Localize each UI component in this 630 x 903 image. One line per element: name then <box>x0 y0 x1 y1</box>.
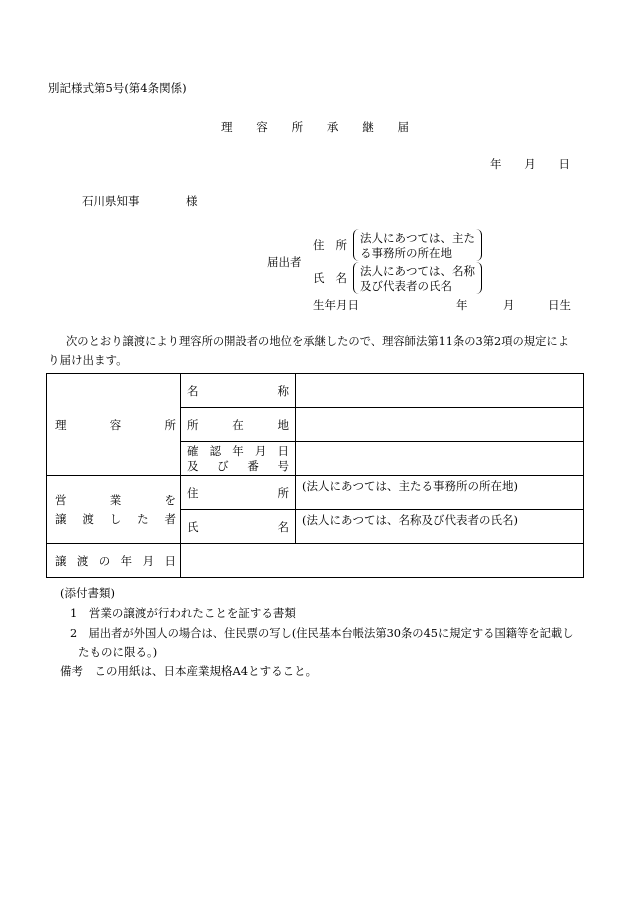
salon-name-field[interactable] <box>296 374 584 408</box>
remark: 備考 この用紙は、日本産業規格A4とすること。 <box>60 664 318 678</box>
title-char: 所 <box>291 120 304 134</box>
document-title <box>221 119 409 135</box>
transferor-name-label: 氏 名 <box>181 510 296 544</box>
title-char: 容 <box>256 120 268 134</box>
title-char: 継 <box>362 120 374 134</box>
date-day: 日 <box>558 157 570 171</box>
name-note-line1: 法人にあつては、名称 <box>360 264 475 278</box>
transferor-label-cell: 営 業 を 譲 渡 し た 者 <box>47 476 181 544</box>
applicant-label: 届出者 <box>267 255 302 269</box>
title-char: 承 <box>326 120 339 134</box>
body-line1: 次のとおり譲渡により理容所の開設者の地位を承継したので、理容師法第11条の3第2項の規定によ <box>66 335 569 348</box>
title-char: 届 <box>397 120 409 134</box>
attachment-item-2: 2 届出者が外国人の場合は、住民票の写し(住民基本台帳法第30条の45に規定する国籍等を記載し <box>70 627 574 640</box>
transfer-date-label: 譲 渡 の 年 月 日 <box>47 544 181 578</box>
form-reference: 別記様式第5号(第4条関係) <box>48 81 187 95</box>
honorific: 様 <box>186 194 198 208</box>
transferor-address-label: 住 所 <box>181 476 296 510</box>
confirmation-date-field[interactable] <box>296 442 584 476</box>
salon-name-label: 名 称 <box>181 374 296 408</box>
transfer-date-field[interactable] <box>181 544 584 578</box>
birth-month: 月 <box>503 298 515 312</box>
attachments-heading: (添付書類) <box>60 586 115 600</box>
applicant-name-label: 氏 名 <box>313 271 347 285</box>
title-char: 理 <box>221 120 233 134</box>
date-year: 年 <box>490 157 502 171</box>
transferor-name-note: (法人にあつては、名称及び代表者の氏名) <box>302 513 518 527</box>
attachment-item-2-cont: たものに限る。) <box>78 645 158 659</box>
date-month: 月 <box>524 157 536 171</box>
addressee: 石川県知事 <box>82 194 140 208</box>
succession-form-table <box>46 373 584 578</box>
address-note-line1: 法人にあつては、主た <box>360 231 475 245</box>
birth-day: 日生 <box>548 298 571 312</box>
transferor-name-field[interactable] <box>296 510 584 544</box>
transferor-address-field[interactable] <box>296 476 584 510</box>
body-line2: り届け出ます。 <box>48 353 128 367</box>
salon-location-label: 所 在 地 <box>181 408 296 442</box>
submission-date <box>490 156 570 172</box>
birth-date-label: 生年月日 <box>313 298 359 312</box>
applicant-address-label: 住 所 <box>313 238 347 252</box>
salon-location-field[interactable] <box>296 408 584 442</box>
address-note-line2: る事務所の所在地 <box>360 246 452 260</box>
confirmation-date-label: 確 認 年 月 日 及 び 番 号 <box>181 442 296 476</box>
birth-year: 年 <box>456 298 468 312</box>
transferor-address-note: (法人にあつては、主たる事務所の所在地) <box>302 479 518 493</box>
salon-label-cell: 理 容 所 <box>47 374 181 476</box>
attachment-item-1: 1 営業の譲渡が行われたことを証する書類 <box>70 606 296 620</box>
name-note-line2: 及び代表者の氏名 <box>360 279 452 293</box>
